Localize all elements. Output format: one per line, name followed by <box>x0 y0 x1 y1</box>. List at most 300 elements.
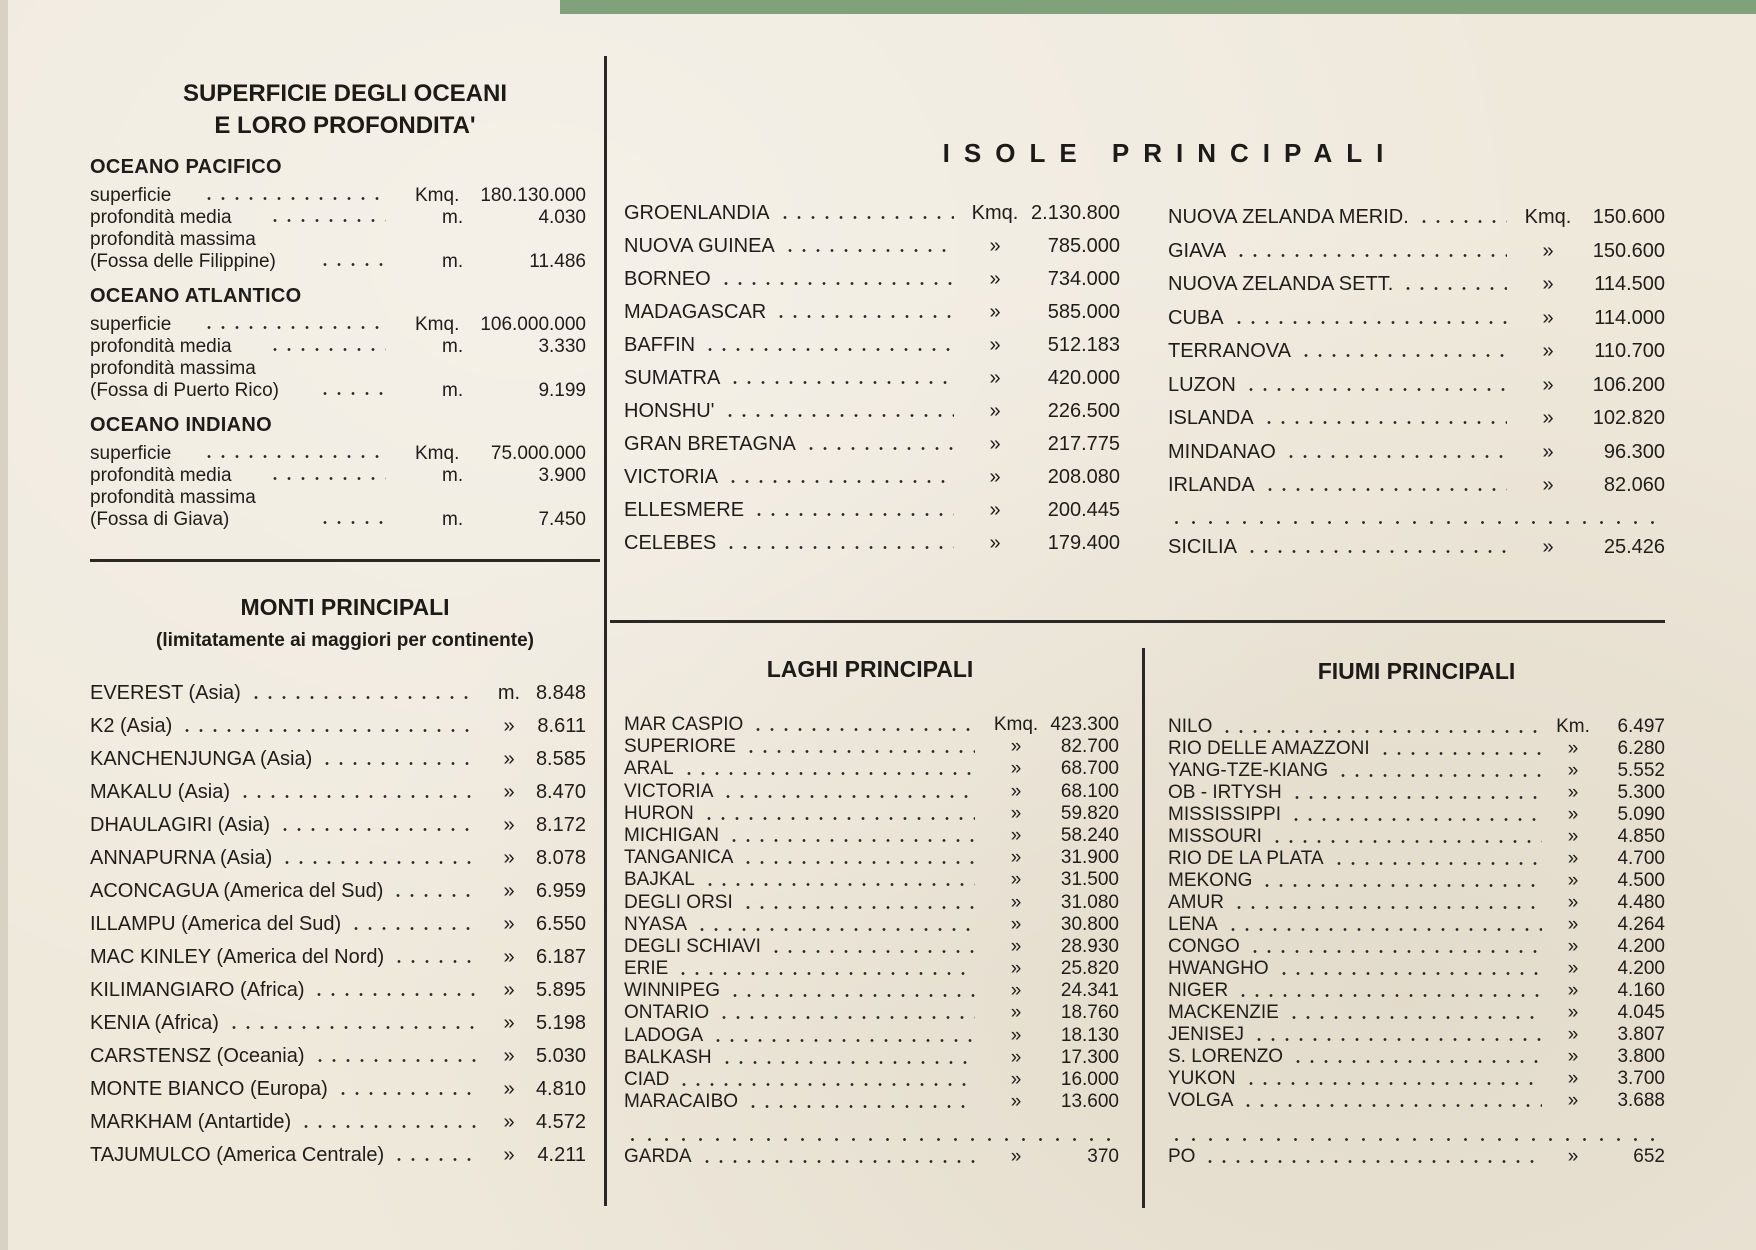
lake-row <box>624 1047 1119 1069</box>
rivers-extra <box>1168 1146 1665 1168</box>
island-row-value: 110.700 <box>1594 340 1665 362</box>
oceans-title <box>90 78 600 142</box>
superficie-value: 106.000.000 <box>480 314 586 335</box>
river-row-value: 4.200 <box>1617 958 1665 979</box>
lake-row-name: VICTORIA <box>624 780 714 802</box>
dot-leader <box>1289 818 1542 821</box>
mountain-row-unit: » <box>503 1111 515 1133</box>
mountain-row <box>90 682 586 715</box>
lake-row-value: 59.820 <box>1060 802 1119 824</box>
island-row <box>624 400 1120 433</box>
mountain-row-unit: » <box>503 946 515 968</box>
media-label: profondità media <box>90 336 232 357</box>
lake-row <box>624 1069 1119 1091</box>
island-row-value: 114.500 <box>1594 273 1665 295</box>
mountain-row-unit: » <box>503 880 515 902</box>
column-divider-main <box>604 56 607 1206</box>
river-row <box>1168 804 1665 826</box>
river-row-unit: » <box>1567 1002 1579 1023</box>
dot-leader <box>726 480 954 483</box>
media-unit: m. <box>442 207 464 228</box>
island-row <box>624 466 1120 499</box>
island-row <box>624 268 1120 301</box>
lake-row <box>624 714 1119 736</box>
dot-leader <box>278 828 478 831</box>
mountain-row-unit: » <box>503 1078 515 1100</box>
river-row-unit: » <box>1567 870 1579 891</box>
island-row-value: 114.000 <box>1594 306 1665 329</box>
lake-row <box>624 803 1119 825</box>
island-row <box>1168 474 1665 508</box>
island-row-name: ELLESMERE <box>624 499 745 521</box>
mountain-row-value: 8.078 <box>535 847 586 869</box>
lake-row <box>624 958 1119 980</box>
mountain-row-unit: m. <box>497 682 521 704</box>
island-row-value: 226.500 <box>1047 400 1120 422</box>
dot-leader <box>1245 550 1507 553</box>
islands-title: ISOLE PRINCIPALI <box>942 138 1398 168</box>
river-row-value: 3.688 <box>1617 1090 1665 1111</box>
mountain-row-name: K2 (Asia) <box>90 715 173 737</box>
dot-leader <box>1244 388 1507 391</box>
dot-leader <box>1270 840 1542 843</box>
media-unit: m. <box>442 465 464 486</box>
island-row-name: HONSHU' <box>624 400 715 422</box>
river-row-value: 3.800 <box>1617 1046 1665 1067</box>
media-value: 3.330 <box>538 336 586 357</box>
island-row-name: MADAGASCAR <box>624 301 767 323</box>
dot-leader <box>1244 1082 1542 1085</box>
island-row-name: NUOVA ZELANDA MERID. <box>1168 206 1409 228</box>
mountain-row-value: 4.572 <box>535 1111 586 1133</box>
dot-leader <box>1401 287 1507 290</box>
river-row-name: RIO DE LA PLATA <box>1168 848 1324 869</box>
rivers-list <box>1168 716 1665 1112</box>
lake-row-name: GARDA <box>624 1146 692 1167</box>
ocean-superficie-row <box>90 314 586 336</box>
island-row-name: CUBA <box>1168 306 1224 329</box>
mountain-row-unit: » <box>503 781 515 803</box>
island-row-unit: Kmq. <box>971 202 1019 224</box>
media-value: 4.030 <box>538 207 586 228</box>
dot-leader <box>299 1125 478 1128</box>
dot-leader <box>1277 972 1542 975</box>
mountain-row-name: MARKHAM (Antartide) <box>90 1111 292 1133</box>
mountain-row-name: ANNAPURNA (Asia) <box>90 847 273 869</box>
rivers-separator-dots <box>1168 1138 1665 1141</box>
dot-leader <box>769 950 975 953</box>
river-row-name: MISSISSIPPI <box>1168 804 1281 825</box>
mountain-row-name: MONTE BIANCO (Europa) <box>90 1078 328 1100</box>
ocean-group <box>90 285 586 402</box>
dot-leader <box>711 1039 975 1042</box>
dot-leader <box>318 263 386 266</box>
river-row <box>1168 738 1665 760</box>
lake-row-unit: » <box>1010 1002 1022 1024</box>
river-row-name: LENA <box>1168 914 1218 935</box>
lake-row-unit: » <box>1010 758 1022 780</box>
dot-leader <box>349 927 478 930</box>
river-row-name: OB - IRTYSH <box>1168 782 1282 803</box>
lake-row-name: ARAL <box>624 758 674 780</box>
dot-leader <box>180 729 478 732</box>
island-row-name: LUZON <box>1168 373 1236 396</box>
dot-leader <box>702 817 975 820</box>
mountain-row-value: 8.848 <box>535 682 586 704</box>
mountain-row-value: 6.187 <box>535 946 586 968</box>
dot-leader <box>727 839 975 842</box>
river-row-name: YANG-TZE-KIANG <box>1168 760 1329 781</box>
river-row-name: MISSOURI <box>1168 826 1262 847</box>
ocean-name: OCEANO INDIANO <box>90 414 272 436</box>
mountain-row-unit: » <box>503 1144 515 1166</box>
media-unit: m. <box>442 336 464 357</box>
mountain-row-value: 8.172 <box>535 814 586 836</box>
island-row-unit: » <box>989 301 1001 323</box>
island-row <box>624 367 1120 400</box>
river-row-unit: » <box>1567 1046 1579 1067</box>
mountains-list <box>90 682 586 1177</box>
island-row <box>1168 536 1665 569</box>
river-row-unit: Km. <box>1556 716 1590 737</box>
island-row-unit: Kmq. <box>1524 206 1572 228</box>
trench-label: (Fossa delle Filippine) <box>90 251 276 272</box>
mountain-row-name: DHAULAGIRI (Asia) <box>90 814 271 836</box>
dot-leader <box>280 861 478 864</box>
ocean-name: OCEANO ATLANTICO <box>90 285 302 307</box>
lake-row-value: 31.900 <box>1060 847 1119 869</box>
ocean-massima-row <box>90 380 586 402</box>
ocean-group <box>90 156 586 273</box>
green-cover-edge <box>560 0 1756 14</box>
lakes-separator-dots <box>624 1138 1119 1141</box>
island-row-unit: » <box>989 235 1001 257</box>
dot-leader <box>1262 421 1507 424</box>
lake-row <box>624 1002 1119 1024</box>
dot-leader <box>1220 730 1542 733</box>
dot-leader <box>249 696 478 699</box>
superficie-unit: Kmq. <box>415 314 460 335</box>
massima-label: profondità massima <box>90 487 256 508</box>
river-row-value: 4.480 <box>1617 892 1665 913</box>
river-row-unit: » <box>1567 1068 1579 1089</box>
river-row <box>1168 914 1665 936</box>
island-row-unit: » <box>1542 536 1554 558</box>
superficie-value: 180.130.000 <box>480 185 586 206</box>
lake-row <box>624 1091 1119 1113</box>
mountain-row-value: 5.030 <box>535 1045 586 1067</box>
mountain-row-value: 4.211 <box>537 1144 586 1166</box>
lake-row-value: 31.080 <box>1060 891 1119 913</box>
mountain-row-unit: » <box>503 1045 515 1067</box>
dot-leader <box>1236 994 1542 997</box>
island-row <box>624 301 1120 334</box>
dot-leader <box>391 894 478 897</box>
dot-leader <box>238 795 478 798</box>
dot-leader <box>752 513 954 516</box>
dot-leader <box>774 315 954 318</box>
river-row-unit: » <box>1567 1024 1579 1045</box>
mountain-row <box>90 1078 586 1111</box>
ocean-superficie-row <box>90 443 586 465</box>
mountain-row <box>90 715 586 748</box>
river-row-name: CONGO <box>1168 936 1240 957</box>
dot-leader <box>719 282 954 285</box>
massima-value: 9.199 <box>538 380 586 401</box>
river-row-name: MEKONG <box>1168 870 1253 891</box>
island-row-value: 82.060 <box>1603 474 1665 496</box>
ocean-media-row <box>90 207 586 229</box>
island-row-value: 512.183 <box>1047 334 1120 356</box>
island-row-unit: » <box>989 268 1001 290</box>
dot-leader <box>751 728 975 731</box>
mountain-row <box>90 1111 586 1144</box>
dot-leader <box>723 414 954 417</box>
lake-row-unit: » <box>1010 736 1022 758</box>
lake-row-unit: » <box>1010 1024 1022 1046</box>
lake-row-value: 28.930 <box>1060 935 1119 957</box>
mountain-row-name: ACONCAGUA (America del Sud) <box>90 880 384 902</box>
river-row-value: 3.700 <box>1617 1068 1665 1089</box>
river-row-unit: » <box>1567 848 1579 869</box>
mountain-row <box>90 1012 586 1045</box>
dot-leader <box>202 455 386 458</box>
divider-oceans-mountains <box>90 559 600 562</box>
island-row-value: 2.130.800 <box>1031 202 1120 224</box>
island-row <box>624 235 1120 268</box>
lake-row-unit: Kmq. <box>993 714 1039 735</box>
dot-leader <box>268 348 386 351</box>
island-row-name: NUOVA GUINEA <box>624 235 775 257</box>
island-row-value: 150.600 <box>1592 239 1665 262</box>
dot-leader <box>676 972 975 975</box>
lake-row <box>624 847 1119 869</box>
massima-label: profondità massima <box>90 358 256 379</box>
lake-row-name: MICHIGAN <box>624 824 719 846</box>
media-label: profondità media <box>90 465 232 486</box>
dot-leader <box>741 906 975 909</box>
lake-row-unit: » <box>1010 802 1022 824</box>
river-row-name: MACKENZIE <box>1168 1002 1279 1023</box>
river-row-value: 3.807 <box>1617 1024 1665 1045</box>
lake-row-unit: » <box>1010 869 1022 891</box>
mountain-row-name: KANCHENJUNGA (Asia) <box>90 748 313 770</box>
island-row-unit: » <box>989 367 1001 389</box>
lake-row-value: 370 <box>1087 1146 1119 1167</box>
island-row <box>624 202 1120 235</box>
islands-right-list <box>1168 206 1665 508</box>
lake-row-unit: » <box>1010 847 1022 869</box>
mountain-row-value: 8.585 <box>535 748 586 770</box>
river-row-name: PO <box>1168 1146 1196 1167</box>
lake-row-name: DEGLI SCHIAVI <box>624 935 761 957</box>
river-row-value: 5.300 <box>1617 782 1665 803</box>
lakes-extra <box>624 1146 1119 1168</box>
lake-row-name: WINNIPEG <box>624 980 721 1002</box>
dot-leader <box>202 326 386 329</box>
lake-row-value: 25.820 <box>1060 958 1119 980</box>
ocean-massima-row <box>90 251 586 273</box>
river-row-unit: » <box>1567 1090 1579 1111</box>
islands-left-list <box>624 202 1120 565</box>
river-row-name: NILO <box>1168 716 1213 737</box>
river-row-value: 4.700 <box>1617 848 1665 869</box>
dot-leader <box>202 197 386 200</box>
river-row-value: 4.200 <box>1617 936 1665 957</box>
mountain-row-name: TAJUMULCO (America Centrale) <box>90 1144 385 1166</box>
mountain-row-unit: » <box>503 979 515 1001</box>
oceans-list <box>90 156 586 543</box>
lake-row-name: MARACAIBO <box>624 1091 739 1113</box>
page-edge <box>0 0 8 1250</box>
river-row-value: 4.500 <box>1617 870 1665 891</box>
island-row-name: TERRANOVA <box>1168 340 1291 362</box>
island-row-unit: » <box>989 499 1001 521</box>
river-row-name: AMUR <box>1168 892 1224 913</box>
lake-row-unit: » <box>1010 1091 1022 1113</box>
dot-leader <box>720 1061 975 1064</box>
dot-leader <box>320 762 478 765</box>
river-row <box>1168 760 1665 782</box>
river-row-value: 5.552 <box>1617 760 1665 781</box>
island-row <box>624 499 1120 532</box>
island-row <box>1168 307 1665 341</box>
massima-value: 7.450 <box>538 509 586 530</box>
ocean-superficie-row <box>90 185 586 207</box>
mountain-row-name: MAC KINLEY (America del Nord) <box>90 946 385 968</box>
island-row-unit: » <box>1542 340 1554 362</box>
lake-row-unit: » <box>1010 1046 1022 1068</box>
mountain-row-name: KENIA (Africa) <box>90 1012 219 1034</box>
river-row <box>1168 782 1665 804</box>
lake-row-value: 82.700 <box>1060 736 1119 758</box>
island-row-name: ISLANDA <box>1168 407 1254 429</box>
island-row <box>1168 340 1665 374</box>
island-row-value: 420.000 <box>1047 367 1120 389</box>
island-row <box>1168 407 1665 441</box>
lake-row-name: DEGLI ORSI <box>624 891 733 913</box>
dot-leader <box>1203 1160 1542 1163</box>
divider-islands-lakes <box>610 620 1665 623</box>
lake-row <box>624 914 1119 936</box>
oceans-title-line1: SUPERFICIE DEGLI OCEANI <box>182 80 508 107</box>
dot-leader <box>778 216 954 219</box>
island-row-unit: » <box>1542 407 1554 429</box>
dot-leader <box>728 381 954 384</box>
lake-row-value: 24.341 <box>1060 980 1119 1002</box>
lake-row-unit: » <box>1010 824 1022 846</box>
dot-leader <box>392 1158 478 1161</box>
lake-row-value: 18.130 <box>1060 1024 1119 1046</box>
river-row-unit: » <box>1567 936 1579 957</box>
mountain-row <box>90 1144 586 1177</box>
mountain-row-name: MAKALU (Asia) <box>90 781 231 803</box>
island-row-unit: » <box>1542 474 1554 496</box>
mountain-row-unit: » <box>503 748 515 770</box>
dot-leader <box>717 1016 975 1019</box>
island-row-name: NUOVA ZELANDA SETT. <box>1168 273 1394 295</box>
lakes-list <box>624 714 1119 1113</box>
mountain-row <box>90 880 586 913</box>
dot-leader <box>1332 862 1542 865</box>
island-row-name: GROENLANDIA <box>624 202 770 224</box>
island-row-unit: » <box>1542 440 1554 463</box>
island-row-unit: » <box>989 466 1001 488</box>
rivers-title: FIUMI PRINCIPALI <box>1317 658 1516 684</box>
lake-row-value: 58.240 <box>1060 824 1119 846</box>
superficie-unit: Kmq. <box>415 185 460 206</box>
lake-row <box>624 1025 1119 1047</box>
islands-extra <box>1168 536 1665 569</box>
island-row-unit: » <box>1542 239 1554 262</box>
dot-leader <box>724 546 954 549</box>
river-row <box>1168 980 1665 1002</box>
dot-leader <box>1252 1038 1542 1041</box>
dot-leader <box>1263 488 1507 491</box>
island-row-value: 200.445 <box>1047 499 1120 521</box>
lake-row-name: SUPERIORE <box>624 736 736 758</box>
island-row-value: 25.426 <box>1603 536 1665 558</box>
river-row-name: VOLGA <box>1168 1090 1234 1111</box>
river-row-value: 6.280 <box>1617 738 1665 759</box>
lake-row-value: 68.700 <box>1060 758 1119 780</box>
lake-row-value: 30.800 <box>1060 913 1119 935</box>
mountain-row <box>90 814 586 847</box>
river-row-unit: » <box>1567 1146 1579 1167</box>
lake-row <box>624 892 1119 914</box>
mountain-row <box>90 946 586 979</box>
mountain-row-value: 8.611 <box>537 715 586 737</box>
island-row-name: BAFFIN <box>624 334 696 356</box>
mountain-row-value: 8.470 <box>535 781 586 803</box>
island-row-value: 102.820 <box>1592 407 1665 429</box>
lake-row-unit: » <box>1010 1146 1022 1167</box>
river-row-value: 4.160 <box>1617 980 1665 1001</box>
dot-leader <box>677 1083 975 1086</box>
island-row-unit: » <box>1542 273 1554 295</box>
river-row-name: YUKON <box>1168 1068 1236 1089</box>
lake-row-value: 16.000 <box>1060 1069 1119 1090</box>
river-row-name: S. LORENZO <box>1168 1046 1284 1067</box>
river-row <box>1168 1024 1665 1046</box>
dot-leader <box>703 348 954 351</box>
lake-row <box>624 980 1119 1002</box>
lake-row-value: 423.300 <box>1050 714 1119 735</box>
dot-leader <box>1234 254 1507 257</box>
river-row <box>1168 1068 1665 1090</box>
island-row-value: 785.000 <box>1047 235 1120 257</box>
island-row <box>1168 206 1665 240</box>
lake-row-name: NYASA <box>624 913 688 935</box>
mountain-row-name: ILLAMPU (America del Sud) <box>90 913 342 935</box>
dot-leader <box>1248 950 1542 953</box>
oceans-title-line2: E LORO PROFONDITA' <box>214 112 476 139</box>
trench-label: (Fossa di Giava) <box>90 509 230 530</box>
dot-leader <box>1291 1060 1542 1063</box>
island-row-name: CELEBES <box>624 532 717 554</box>
dot-leader <box>682 772 975 775</box>
lake-row-name: ONTARIO <box>624 1002 710 1024</box>
island-row-value: 106.200 <box>1592 373 1665 396</box>
dot-leader <box>1260 884 1542 887</box>
mountain-row <box>90 979 586 1012</box>
lake-row-unit: » <box>1010 958 1022 980</box>
dot-leader <box>744 750 975 753</box>
island-row-unit: » <box>989 334 1001 356</box>
islands-separator-dots <box>1168 521 1665 524</box>
river-row <box>1168 936 1665 958</box>
lake-row <box>624 825 1119 847</box>
